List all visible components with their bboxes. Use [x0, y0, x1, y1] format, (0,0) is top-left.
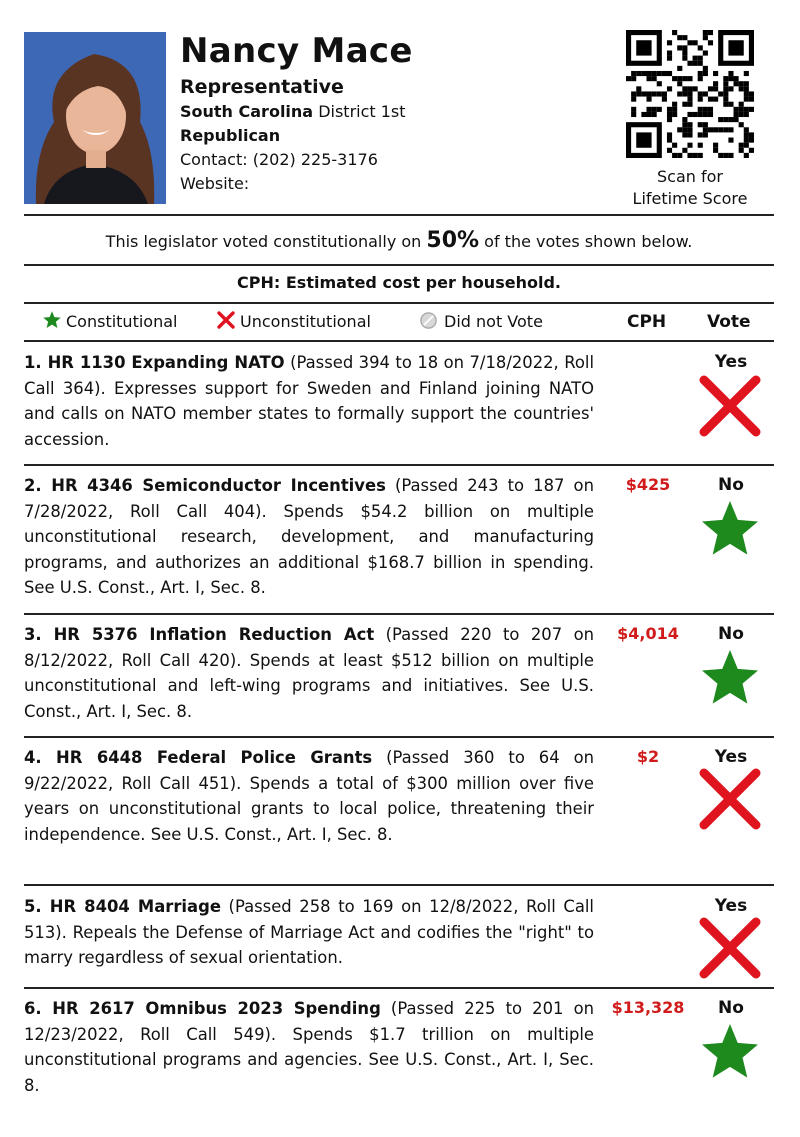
- legislator-photo: [24, 32, 166, 204]
- bill-title: 1. HR 1130 Expanding NATO: [24, 353, 285, 372]
- bill-text: (Passed 220 to 207 on 8/12/2022, Roll Call 420). Spends at least $512 billion on multiple unconstitutional and left-wing programs and initiatives. See U.S. Const., Art. I, Sec. 8.: [24, 625, 594, 721]
- bill-text: (Passed 225 to 201 on 12/23/2022, Roll Call 549). Spends $1.7 trillion on multiple unconstitutional programs and agencies. See U.S. Const., Art. I, Sec. 8.: [24, 999, 594, 1095]
- vote-value: Yes: [714, 896, 748, 916]
- vote-value: No: [718, 624, 744, 644]
- star-icon: [698, 646, 762, 710]
- cph-value: $2: [636, 747, 660, 766]
- divider: [24, 264, 774, 266]
- qr-code[interactable]: [626, 30, 754, 158]
- website-label: Website:: [180, 174, 250, 193]
- bill-title: 3. HR 5376 Inflation Reduction Act: [24, 625, 375, 644]
- bill-title: 6. HR 2617 Omnibus 2023 Spending: [24, 999, 381, 1018]
- summary-suffix: of the votes shown below.: [484, 232, 693, 251]
- cph-value: $13,328: [611, 998, 685, 1017]
- bill-text: (Passed 360 to 64 on 9/22/2022, Roll Call 451). Spends a total of $300 million over five years on unconstitutional grants to local police, threatening their independence. See U.S. Const., Art. I, Sec. 8.: [24, 748, 594, 844]
- summary-prefix: This legislator voted constitutionally on: [105, 232, 422, 251]
- vote-value: Yes: [714, 747, 748, 767]
- legislator-header: [24, 30, 774, 210]
- contact-phone[interactable]: (202) 225-3176: [252, 150, 378, 169]
- cph-value: $425: [625, 475, 671, 494]
- divider: [24, 884, 774, 886]
- qr-caption-line1: Scan for: [657, 167, 723, 186]
- website-line: [180, 172, 600, 196]
- legislator-role: Representative: [180, 76, 344, 98]
- cph-value: $4,014: [617, 624, 679, 643]
- legislator-info: [180, 30, 600, 196]
- divider: [24, 987, 774, 989]
- district: District 1st: [318, 102, 406, 121]
- vote-description: [24, 745, 594, 847]
- bill-text: (Passed 243 to 187 on 7/28/2022, Roll Call 404). Spends $54.2 billion on multiple unconstitutional research, development, and manufacturing programs, and authorizes an additional $168.7 billion in spending. See U.S. Const., Art. I, Sec. 8.: [24, 476, 594, 597]
- vote-value: No: [718, 998, 744, 1018]
- vote-value: Yes: [714, 352, 748, 372]
- legend-unconstitutional: Unconstitutional: [240, 312, 371, 331]
- legislator-name: Nancy Mace: [180, 31, 413, 71]
- x-icon: [698, 374, 762, 438]
- legend-constitutional: Constitutional: [66, 312, 178, 331]
- cph-note: CPH: Estimated cost per household.: [237, 273, 561, 292]
- star-icon: [698, 497, 762, 561]
- divider: [24, 214, 774, 216]
- party: Republican: [180, 126, 281, 145]
- legislator-party: [180, 124, 600, 148]
- legend: [24, 308, 774, 336]
- qr-caption-line2: Lifetime Score: [632, 189, 748, 208]
- qr-block: [624, 30, 756, 210]
- summary: [24, 226, 774, 257]
- divider: [24, 613, 774, 615]
- qr-caption: [624, 166, 756, 210]
- bill-title: 4. HR 6448 Federal Police Grants: [24, 748, 373, 767]
- x-icon: [698, 767, 762, 831]
- legend-did-not-vote: Did not Vote: [444, 312, 543, 331]
- bill-title: 5. HR 8404 Marriage: [24, 897, 221, 916]
- vote-value: No: [718, 475, 744, 495]
- bill-text: (Passed 258 to 169 on 12/8/2022, Roll Call 513). Repeals the Defense of Marriage Act and codifies the "right" to marry regardless of sexual orientation.: [24, 897, 594, 967]
- vote-header: Vote: [707, 312, 751, 332]
- vote-description: [24, 996, 594, 1098]
- bill-title: 2. HR 4346 Semiconductor Incentives: [24, 476, 386, 495]
- summary-percent: 50%: [426, 228, 480, 253]
- x-icon: [698, 916, 762, 980]
- state: South Carolina: [180, 102, 314, 121]
- divider: [24, 736, 774, 738]
- bill-text: (Passed 394 to 18 on 7/18/2022, Roll Call 364). Expresses support for Sweden and Finland joining NATO and calls on NATO member states to formally support the countries' accession.: [24, 353, 595, 449]
- cph-header: CPH: [627, 312, 667, 332]
- vote-description: [24, 350, 594, 452]
- divider: [24, 302, 774, 304]
- did-not-vote-icon: [419, 311, 438, 334]
- divider: [24, 340, 774, 342]
- vote-description: [24, 894, 594, 971]
- legislator-district: [180, 100, 600, 124]
- star-icon: [42, 310, 62, 334]
- x-icon: [216, 310, 236, 334]
- contact-label: Contact:: [180, 150, 248, 169]
- contact-line: [180, 148, 600, 172]
- star-icon: [698, 1020, 762, 1084]
- divider: [24, 464, 774, 466]
- vote-description: [24, 622, 594, 724]
- vote-description: [24, 473, 594, 601]
